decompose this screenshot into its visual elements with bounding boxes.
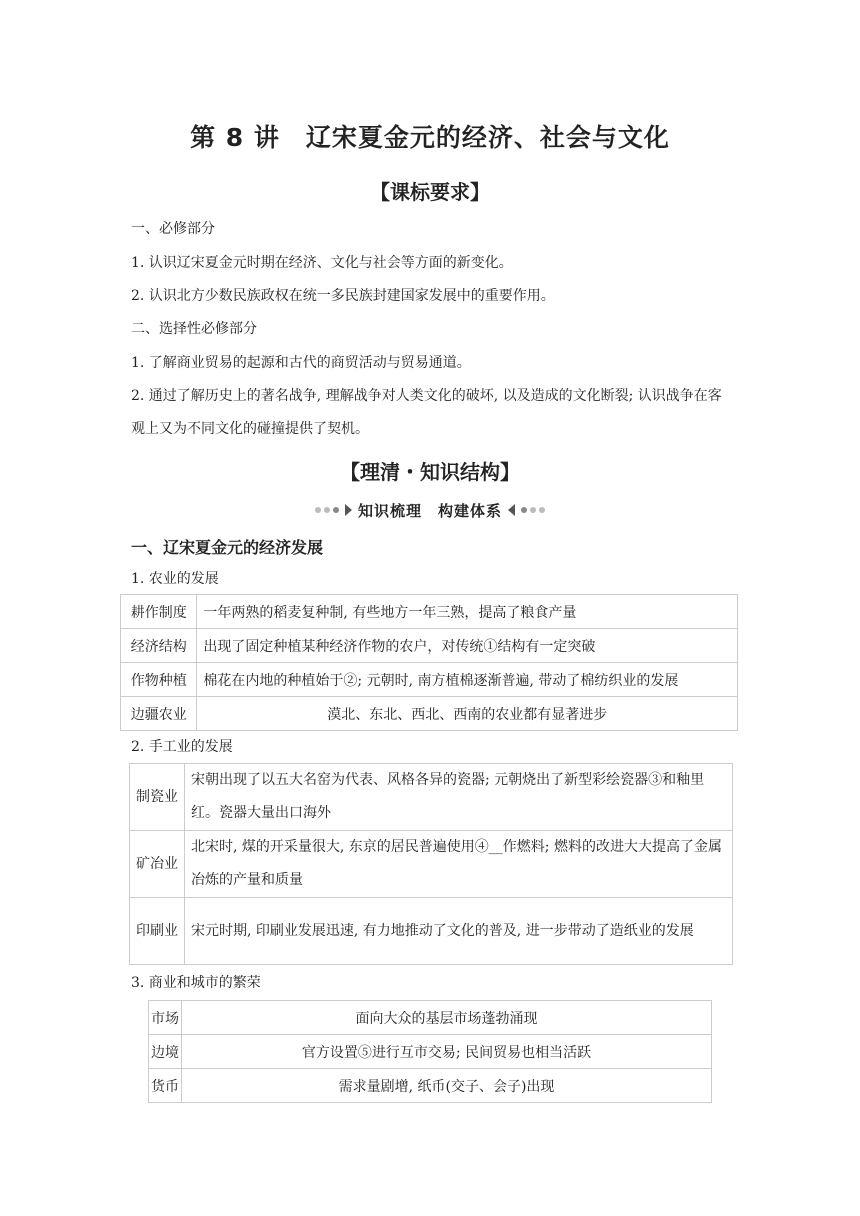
subheading-commerce: 3. 商业和城市的繁荣 xyxy=(131,975,261,991)
table-key: 边疆农业 xyxy=(121,697,197,731)
table-value: 棉花在内地的种植始于②; 元朝时, 南方植棉逐渐普遍, 带动了棉纺织业的发展 xyxy=(197,663,738,697)
curriculum-line: 二、选择性必修部分 xyxy=(131,321,257,337)
table-row xyxy=(130,764,733,831)
table-row xyxy=(130,898,733,965)
table-key: 作物种植 xyxy=(121,663,197,697)
table-value: 需求量剧增, 纸币(交子、会子)出现 xyxy=(182,1069,712,1103)
section-banner xyxy=(300,500,560,520)
table-value: 北宋时, 煤的开采量很大, 东京的居民普遍使用④__作燃料; 燃料的改进大大提高了金属冶炼的产量和质量 xyxy=(185,831,733,898)
table-key: 货币 xyxy=(149,1069,182,1103)
curriculum-line: 2. 认识北方少数民族政权在统一多民族封建国家发展中的重要作用。 xyxy=(131,288,555,304)
commerce-table xyxy=(148,1000,712,1103)
table-row xyxy=(121,697,738,731)
subheading-agriculture: 1. 农业的发展 xyxy=(131,571,219,587)
table-row xyxy=(121,663,738,697)
section-heading: 一、辽宋夏金元的经济发展 xyxy=(131,538,324,557)
table-key: 矿冶业 xyxy=(130,831,185,898)
table-row xyxy=(121,595,738,629)
table-key: 市场 xyxy=(149,1001,182,1035)
agriculture-table xyxy=(120,594,738,731)
table-value: 漠北、东北、西北、西南的农业都有显著进步 xyxy=(197,697,738,731)
table-value: 宋朝出现了以五大名窑为代表、风格各异的瓷器; 元朝烧出了新型彩绘瓷器③和釉里红。瓷器大量出口海外 xyxy=(185,764,733,831)
table-key: 耕作制度 xyxy=(121,595,197,629)
table-value: 官方设置⑤进行互市交易; 民间贸易也相当活跃 xyxy=(182,1035,712,1069)
curriculum-line: 1. 了解商业贸易的起源和古代的商贸活动与贸易通道。 xyxy=(131,355,471,371)
table-row xyxy=(149,1001,712,1035)
arrow-right-icon xyxy=(345,504,352,516)
curriculum-paragraph: 2. 通过了解历史上的著名战争, 理解战争对人类文化的破坏, 以及造成的文化断裂; 认识战争在客观上又为不同文化的碰撞提供了契机。 xyxy=(131,388,722,437)
table-value: 出现了固定种植某种经济作物的农户，对传统①结构有一定突破 xyxy=(197,629,738,663)
table-key: 制瓷业 xyxy=(130,764,185,831)
banner-dots-right xyxy=(521,507,545,513)
table-row xyxy=(149,1069,712,1103)
table-value: 宋元时期, 印刷业发展迅速, 有力地推动了文化的普及, 进一步带动了造纸业的发展 xyxy=(185,898,733,965)
table-key: 印刷业 xyxy=(130,898,185,965)
subheading-handicraft: 2. 手工业的发展 xyxy=(131,739,233,755)
curriculum-line: 1. 认识辽宋夏金元时期在经济、文化与社会等方面的新变化。 xyxy=(131,255,513,271)
table-row xyxy=(149,1035,712,1069)
table-key: 经济结构 xyxy=(121,629,197,663)
handicraft-table xyxy=(129,763,733,965)
table-value: 面向大众的基层市场蓬勃涌现 xyxy=(182,1001,712,1035)
banner-dots-left xyxy=(315,507,339,513)
curriculum-line: 一、必修部分 xyxy=(131,221,215,237)
table-row xyxy=(121,629,738,663)
banner-text: 知识梳理 构建体系 xyxy=(357,501,502,520)
table-key: 边境 xyxy=(149,1035,182,1069)
arrow-left-icon xyxy=(508,504,515,516)
curriculum-heading: 【课标要求】 xyxy=(370,180,490,204)
structure-heading: 【理清・知识结构】 xyxy=(340,460,520,484)
table-value: 一年两熟的稻麦复种制, 有些地方一年三熟，提高了粮食产量 xyxy=(197,595,738,629)
page-title: 第 8 讲 辽宋夏金元的经济、社会与文化 xyxy=(190,123,670,152)
table-row xyxy=(130,831,733,898)
